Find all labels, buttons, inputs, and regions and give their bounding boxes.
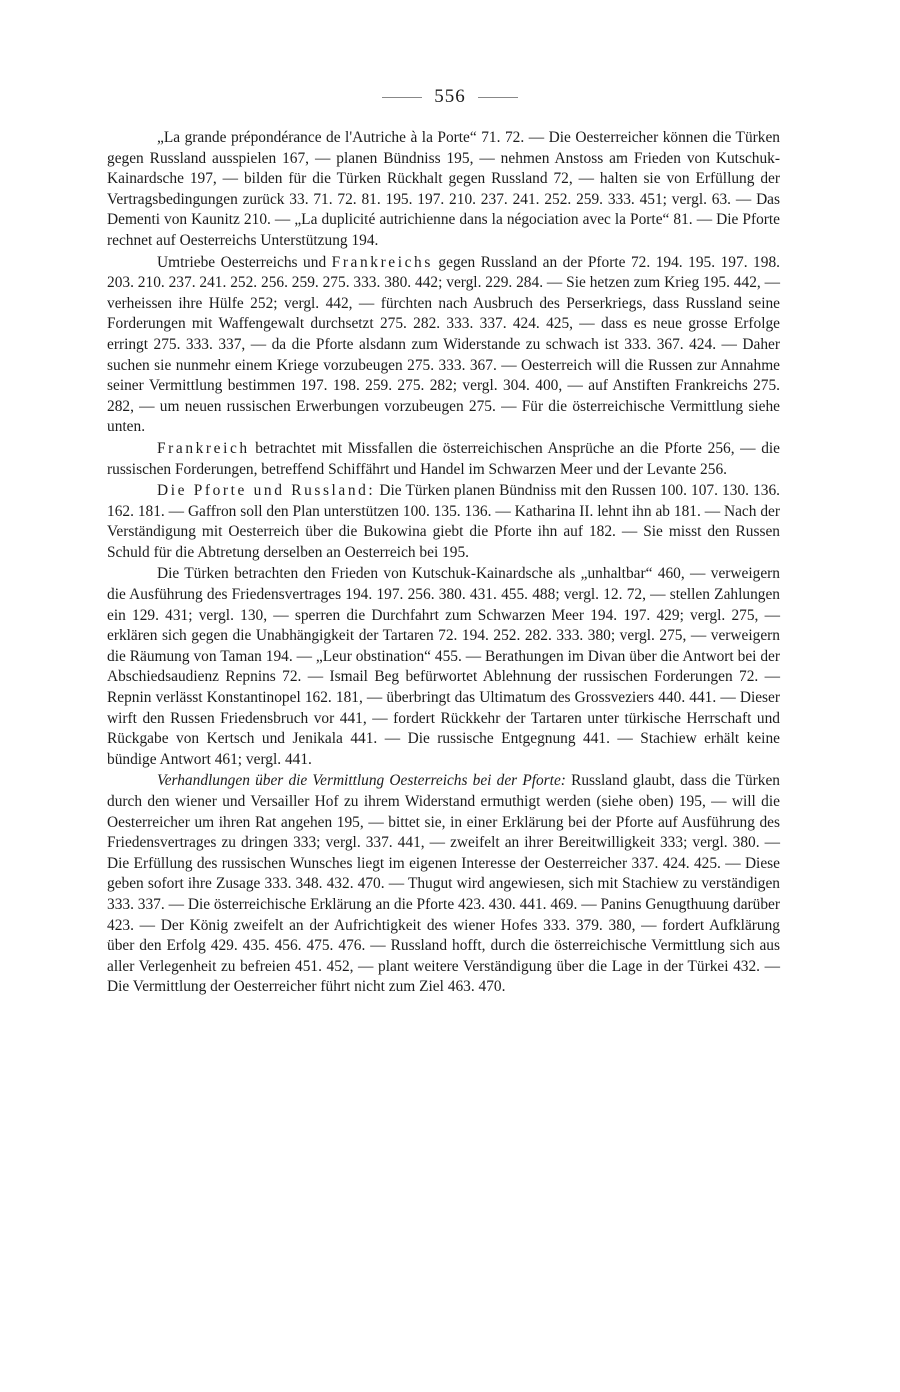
paragraph-turks-treaty	[107, 564, 780, 770]
header-rule-left	[382, 97, 422, 98]
paragraph-austria-porte	[107, 128, 780, 252]
paragraph-text: „La grande prépondérance de l'Autriche à la Porte“ 71. 72. — Die Oesterreicher können die Türken gegen Russland ausspielen 167, — planen Bündniss 195, — nehmen Anstoss am Frieden von Kutschuk-Kainardsche 197, — bilden für die Türken Rückhalt gegen Russland 72, — halten sie von Erfüllung der Vertragsbedingungen zurück 33. 71. 72. 81. 195. 197. 210. 237. 241. 252. 259. 333. 451; vergl. 63. — Das Dementi von Kaunitz 210. — „La duplicité autrichienne dans la négociation avec la Porte“ 81. — Die Pforte rechnet auf Oesterreichs Unterstützung 194.	[107, 129, 780, 249]
header-rule-right	[478, 97, 518, 98]
paragraph-mediation	[107, 771, 780, 998]
page-number: 556	[434, 86, 466, 107]
spaced-heading-frankreichs: Frankreichs	[331, 253, 433, 271]
paragraph-text: Die Türken planen Bündniss mit den Russen 100. 107. 130. 136. 162. 181. — Gaffron soll den Plan unterstützen 100. 135. 136. — Katharina II. lehnt ihn ab 181. — Nach der Verständigung mit Oesterreich über die Bukowina giebt die Pforte ihn auf 182. — Sie misst den Russen Schuld für die Abtretung derselben an Oesterreich bei 195.	[107, 482, 781, 561]
italic-heading-vermittlung: Verhandlungen über die Vermittlung Oesterreichs bei der Pforte:	[157, 772, 566, 790]
spaced-heading-frankreich: Frankreich	[157, 439, 250, 457]
paragraph-text: Die Türken betrachten den Frieden von Kutschuk-Kainardsche als „unhaltbar“ 460, — verweigern die Ausführung des Friedensvertrages 194. 197. 256. 380. 431. 455. 488; vergl. 12. 72, — stellen Zahlungen ein 129. 431; vergl. 130, — sperren die Durchfahrt zum Schwarzen Meer 194. 197. 429; vergl. 275, — erklären sich gegen die Unabhängigkeit der Tartaren 72. 194. 252. 282. 333. 380; vergl. 275, — verweigern die Räumung von Taman 194. — „Leur obstination“ 455. — Berathungen im Divan über die Antwort bei der Abschiedsaudienz Repnins 72. — Ismail Beg befürwortet Ablehnung der russischen Forderungen 72. — Repnin verlässt Konstantinopel 162. 181, — überbringt das Ultimatum des Grossveziers 440. 441. — Dieser wirft den Russen Friedensbruch vor 441, — fordert Rückkehr der Tartaren unter türkische Herrschaft und Rückgabe von Kertsch und Jenikala 441. — Die russische Entgegnung 441. — Stachiew erhält keine bündige Antwort 461; vergl. 441.	[107, 565, 780, 768]
paragraph-intrigues-austria-france	[107, 253, 780, 438]
page-header	[0, 86, 900, 108]
paragraph-text: gegen Russland an der Pforte 72. 194. 195. 197. 198. 203. 210. 237. 241. 252. 256. 259. 275. 333. 380. 442; vergl. 229. 284. — Sie hetzen zum Krieg 195. 442, — verheissen ihre Hülfe 252; vergl. 442, — fürchten nach Ausbruch des Perserkriegs, dass Russland seine Forderungen mit Waffengewalt durchsetzt 275. 282. 333. 337. 424. 425, — dass es neue grosse Erfolge erringt 275. 333. 337, — da die Pforte alsdann zum Widerstande zu schwach ist 333. 367. 424. — Daher suchen sie nunmehr einem Kriege vorzubeugen 275. 333. 367. — Oesterreich will die Russen zur Annahme seiner Vermittlung bestimmen 197. 198. 259. 275. 282; vergl. 304. 400, — auf Anstiften Frankreichs 275. 282, — um neuen russischen Erwerbungen vorzubeugen 275. — Für die österreichische Vermittlung siehe unten.	[107, 253, 780, 436]
paragraph-france	[107, 439, 780, 480]
paragraph-text: betrachtet mit Missfallen die österreichischen Ansprüche an die Pforte 256, — die russischen Forderungen, betreffend Schiffährt und Handel im Schwarzen Meer und der Levante 256.	[107, 439, 780, 478]
spaced-heading-pforte-russland: Die Pforte und Russland:	[157, 482, 376, 500]
paragraph-porte-russia	[107, 481, 780, 563]
index-text-body	[107, 128, 780, 998]
paragraph-text: Umtriebe Oesterreichs und	[157, 253, 332, 271]
paragraph-text: Russland glaubt, dass die Türken durch den wiener und Versailler Hof zu ihrem Widerstand ermuthigt werden (siehe oben) 195, — will die Oesterreicher um ihren Rat angehen 195, — bittet sie, in einer Erklärung bei der Pforte auf Ausführung des Friedensvertrages zu dringen 333; vergl. 337. 441, — zweifelt an ihrer Bereitwilligkeit 333; vergl. 380. — Die Erfüllung des russischen Wunsches liegt im eigenen Interesse der Oesterreicher 337. 424. 425. — Diese geben sofort ihre Zusage 333. 348. 432. 470. — Thugut wird angewiesen, sich mit Stachiew zu verständigen 333. 337. — Die österreichische Erklärung an die Pforte 423. 430. 441. 469. — Panins Genugthuung darüber 423. — Der König zweifelt an der Aufrichtigkeit des wiener Hofes 333. 379. 380, — fordert Aufklärung über den Erfolg 429. 435. 456. 475. 476. — Russland hofft, durch die österreichische Vermittlung sich aus aller Verlegenheit zu befreien 451. 452, — plant weitere Verständigung über die Lage in der Türkei 432. — Die Vermittlung der Oesterreicher führt nicht zum Ziel 463. 470.	[107, 772, 780, 996]
